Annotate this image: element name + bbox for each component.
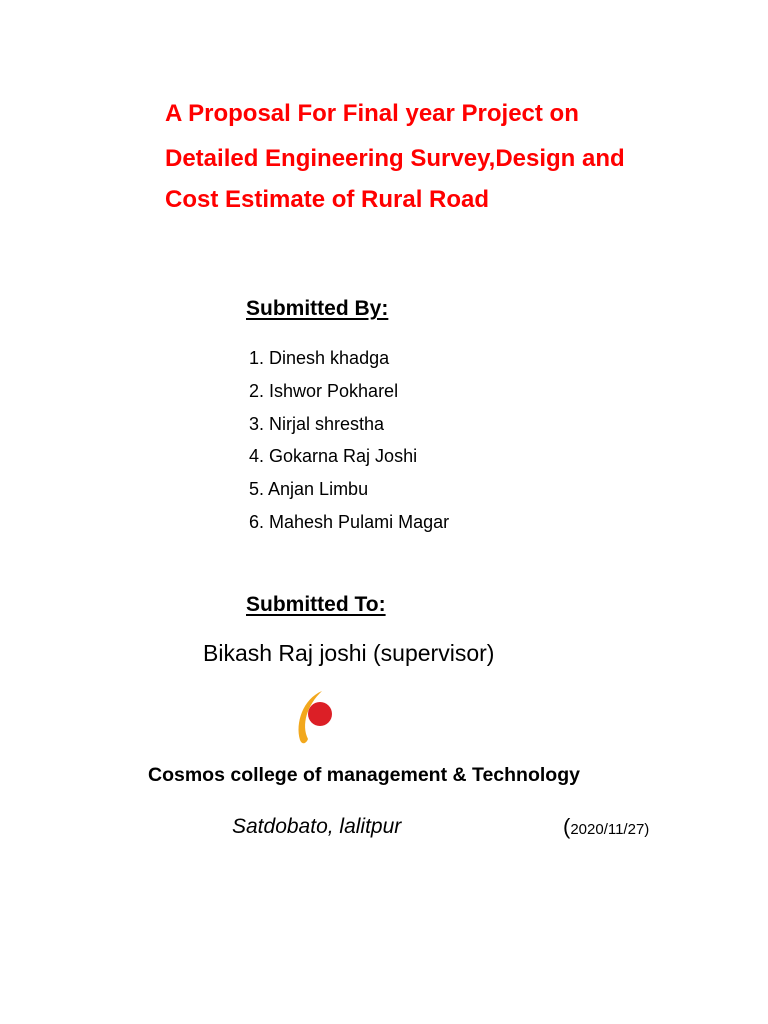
member-item: 1. Dinesh khadga: [249, 348, 390, 368]
college-logo-icon: [295, 689, 339, 745]
submission-date: [563, 816, 649, 838]
college-name: Cosmos college of management & Technology: [148, 764, 580, 786]
submitted-to-heading: Submitted To:: [246, 593, 386, 616]
member-item: 4. Gokarna Raj Joshi: [249, 446, 418, 467]
member-item: 2. Ishwor Pokharel: [249, 380, 399, 401]
logo-circle: [308, 702, 332, 726]
date-value: 2020/11/27: [570, 821, 645, 838]
member-item: 3. Nirjal shrestha: [249, 413, 385, 434]
title-line-3: Cost Estimate of Rural Road: [165, 186, 490, 213]
member-item: 6. Mahesh Pulami Magar: [249, 511, 450, 532]
college-location: Satdobato, lalitpur: [232, 815, 402, 838]
supervisor-name: Bikash Raj joshi (supervisor): [203, 640, 495, 666]
title-line-1: A Proposal For Final year Project on: [165, 100, 579, 127]
submitted-by-heading: Submitted By:: [246, 297, 389, 320]
title-line-2: Detailed Engineering Survey,Design and: [165, 145, 625, 172]
member-list: [249, 346, 449, 543]
date-close-paren: ): [644, 821, 650, 838]
date-open-paren: (: [563, 814, 571, 839]
member-item: 5. Anjan Limbu: [249, 479, 369, 500]
